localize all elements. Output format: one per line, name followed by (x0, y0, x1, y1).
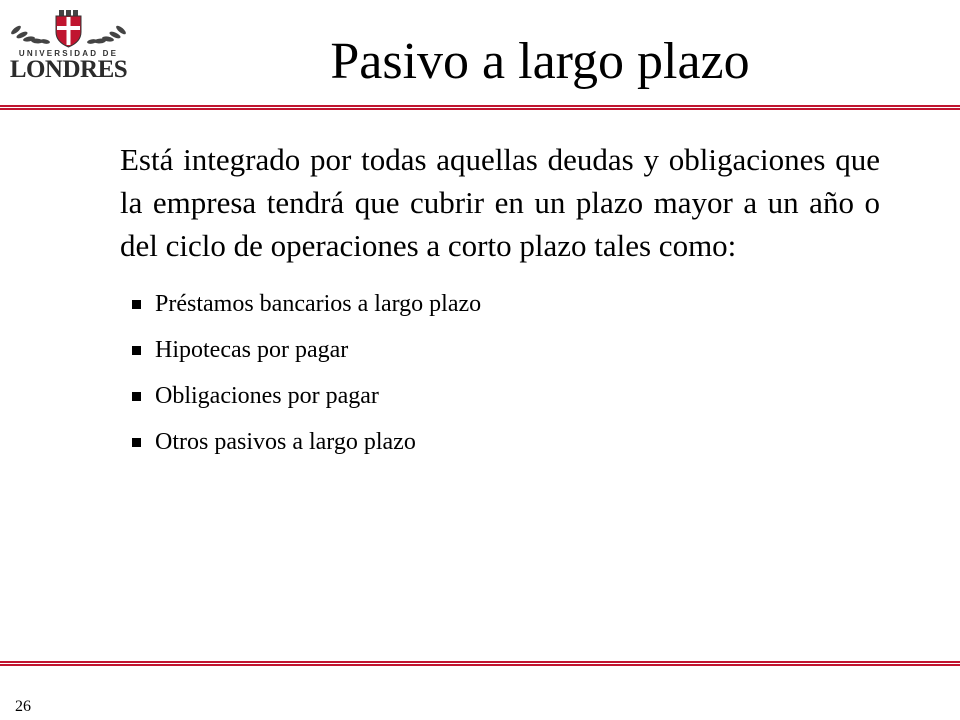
bullet-item (120, 419, 880, 465)
crest-icon (6, 6, 136, 50)
top-divider (0, 105, 960, 110)
slide-content (120, 138, 880, 465)
bullet-item (120, 281, 880, 327)
bullet-text: Otros pasivos a largo plazo (155, 428, 416, 455)
intro-paragraph: Está integrado por todas aquellas deudas y obligaciones que la empresa tendrá que cubrir en un plazo mayor a un año o del ciclo de operaciones a corto plazo tales como: (120, 142, 880, 263)
logo-name: LONDRES (9, 56, 128, 83)
bullet-item (120, 373, 880, 419)
bullet-item (120, 327, 880, 373)
square-bullet-icon (132, 346, 141, 355)
bullet-list (120, 281, 880, 465)
bullet-text: Préstamos bancarios a largo plazo (155, 290, 482, 317)
slide-title: Pasivo a largo plazo (330, 33, 750, 90)
bullet-text: Hipotecas por pagar (155, 336, 349, 363)
bullet-text: Obligaciones por pagar (155, 382, 379, 409)
page-number: 26 (15, 698, 31, 715)
logo-university-label: UNIVERSIDAD DE (18, 49, 119, 58)
university-logo (6, 6, 136, 86)
square-bullet-icon (132, 438, 141, 447)
bottom-divider (0, 661, 960, 666)
square-bullet-icon (132, 300, 141, 309)
square-bullet-icon (132, 392, 141, 401)
